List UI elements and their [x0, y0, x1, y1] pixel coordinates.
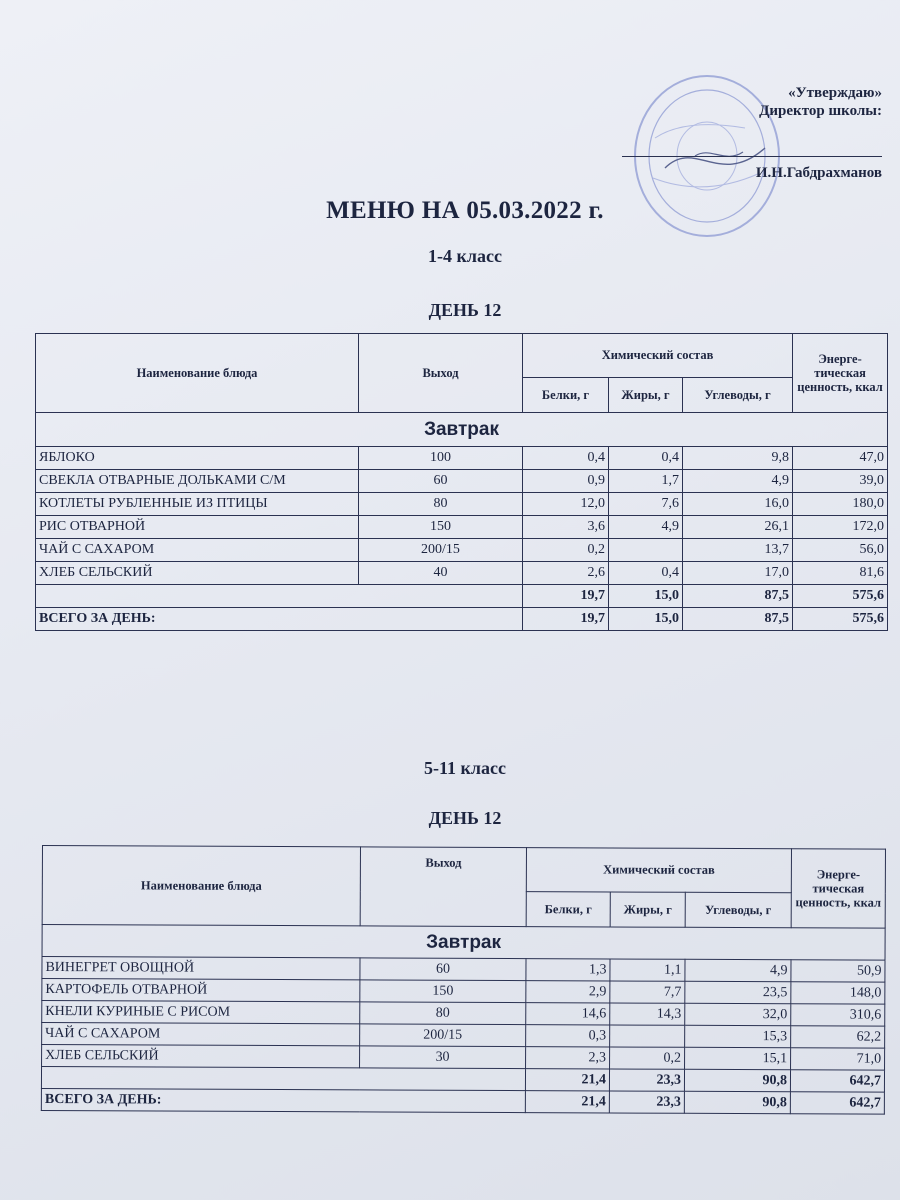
- total-carbs: 87,5: [683, 608, 793, 631]
- dish-output: 80: [359, 493, 523, 516]
- header-chem: Химический состав: [523, 334, 793, 378]
- dish-protein: 2,6: [523, 562, 609, 585]
- subtotal-carbs: 90,8: [684, 1069, 790, 1091]
- header-energy: Энерге-тическая ценность, ккал: [791, 849, 885, 928]
- header-protein: Белки, г: [526, 892, 610, 927]
- dish-energy: 62,2: [791, 1026, 885, 1048]
- grade-label-1: 1-4 класс: [428, 246, 502, 266]
- dish-fat: [610, 1025, 685, 1047]
- dish-name: ЧАЙ С САХАРОМ: [36, 539, 359, 562]
- header-carbs: Углеводы, г: [683, 378, 793, 413]
- header-output: Выход: [359, 334, 523, 413]
- dish-name: СВЕКЛА ОТВАРНЫЕ ДОЛЬКАМИ С/М: [36, 470, 359, 493]
- dish-carbs: 32,0: [685, 1003, 791, 1025]
- meal-label: Завтрак: [36, 413, 888, 447]
- dish-protein: 3,6: [523, 516, 609, 539]
- total-row: [41, 1088, 884, 1114]
- subtotal-fat: 23,3: [609, 1069, 684, 1091]
- dish-output: 100: [359, 447, 523, 470]
- header-energy: Энерге-тическая ценность, ккал: [793, 334, 888, 413]
- total-protein: 19,7: [523, 608, 609, 631]
- dish-energy: 47,0: [793, 447, 888, 470]
- dish-fat: 0,2: [610, 1047, 685, 1069]
- dish-energy: 180,0: [793, 493, 888, 516]
- total-energy: 575,6: [793, 608, 888, 631]
- approval-block: [622, 84, 882, 182]
- table-row: [36, 562, 888, 585]
- dish-energy: 71,0: [791, 1048, 885, 1070]
- dish-fat: 7,6: [609, 493, 683, 516]
- dish-carbs: 13,7: [683, 539, 793, 562]
- subtotal-carbs: 87,5: [683, 585, 793, 608]
- dish-output: 150: [360, 980, 526, 1003]
- dish-carbs: 4,9: [683, 470, 793, 493]
- dish-protein: 0,9: [523, 470, 609, 493]
- dish-carbs: 16,0: [683, 493, 793, 516]
- table-row: [36, 493, 888, 516]
- dish-energy: 81,6: [793, 562, 888, 585]
- dish-fat: 1,1: [610, 959, 685, 981]
- dish-carbs: 15,1: [685, 1047, 791, 1069]
- dish-output: 40: [359, 562, 523, 585]
- header-chem: Химический состав: [526, 848, 791, 893]
- director-label: Директор школы:: [759, 103, 882, 119]
- table-row: [36, 516, 888, 539]
- dish-carbs: 15,3: [685, 1025, 791, 1047]
- total-fat: 15,0: [609, 608, 683, 631]
- header-dish: Наименование блюда: [42, 846, 360, 926]
- header-output: Выход: [360, 847, 526, 927]
- dish-output: 200/15: [359, 539, 523, 562]
- dish-energy: 172,0: [793, 516, 888, 539]
- menu-title: МЕНЮ НА 05.03.2022 г.: [326, 197, 604, 224]
- dish-fat: 0,4: [609, 562, 683, 585]
- dish-protein: 12,0: [523, 493, 609, 516]
- dish-fat: 7,7: [610, 981, 685, 1003]
- dish-output: 60: [359, 470, 523, 493]
- dish-carbs: 4,9: [685, 959, 791, 981]
- dish-name: КНЕЛИ КУРИНЫЕ С РИСОМ: [42, 1001, 360, 1024]
- dish-energy: 39,0: [793, 470, 888, 493]
- dish-output: 60: [360, 958, 526, 981]
- dish-protein: 0,4: [523, 447, 609, 470]
- dish-name: ВИНЕГРЕТ ОВОЩНОЙ: [42, 957, 360, 980]
- dish-output: 30: [360, 1046, 526, 1069]
- dish-carbs: 23,5: [685, 981, 791, 1003]
- dish-carbs: 26,1: [683, 516, 793, 539]
- subtotal-protein: 19,7: [523, 585, 609, 608]
- total-row: [36, 608, 888, 631]
- dish-name: КОТЛЕТЫ РУБЛЕННЫЕ ИЗ ПТИЦЫ: [36, 493, 359, 516]
- grade-label-2: 5-11 класс: [424, 758, 506, 778]
- dish-energy: 50,9: [791, 960, 885, 982]
- meal-label: Завтрак: [42, 925, 885, 961]
- total-carbs: 90,8: [684, 1091, 790, 1113]
- day-label-1: ДЕНЬ 12: [428, 300, 502, 320]
- subtotal-row: [36, 585, 888, 608]
- day-label-2: ДЕНЬ 12: [428, 808, 502, 828]
- dish-fat: 4,9: [609, 516, 683, 539]
- dish-carbs: 17,0: [683, 562, 793, 585]
- signature-line: [622, 156, 882, 157]
- menu-table-2: [41, 845, 886, 1115]
- dish-fat: 0,4: [609, 447, 683, 470]
- director-name: И.Н.Габдрахманов: [755, 165, 882, 181]
- dish-protein: 14,6: [526, 1003, 610, 1025]
- dish-protein: 0,2: [523, 539, 609, 562]
- dish-energy: 56,0: [793, 539, 888, 562]
- table-row: [36, 447, 888, 470]
- header-fat: Жиры, г: [610, 892, 685, 927]
- header-fat: Жиры, г: [609, 378, 683, 413]
- dish-protein: 2,9: [526, 981, 610, 1003]
- header-dish: Наименование блюда: [36, 334, 359, 413]
- approval-label: «Утверждаю»: [788, 85, 882, 101]
- dish-output: 200/15: [360, 1024, 526, 1047]
- dish-protein: 1,3: [526, 959, 610, 981]
- dish-fat: 1,7: [609, 470, 683, 493]
- dish-output: 150: [359, 516, 523, 539]
- subtotal-protein: 21,4: [525, 1069, 609, 1091]
- total-label: ВСЕГО ЗА ДЕНЬ:: [41, 1088, 525, 1112]
- dish-carbs: 9,8: [683, 447, 793, 470]
- table-row: [36, 539, 888, 562]
- subtotal-fat: 15,0: [609, 585, 683, 608]
- dish-fat: 14,3: [610, 1003, 685, 1025]
- dish-name: ЧАЙ С САХАРОМ: [42, 1023, 360, 1046]
- menu-table-1: [35, 333, 888, 631]
- dish-name: ХЛЕБ СЕЛЬСКИЙ: [36, 562, 359, 585]
- dish-energy: 310,6: [791, 1004, 885, 1026]
- subtotal-energy: 575,6: [793, 585, 888, 608]
- dish-name: ХЛЕБ СЕЛЬСКИЙ: [42, 1045, 360, 1068]
- dish-output: 80: [360, 1002, 526, 1025]
- dish-energy: 148,0: [791, 982, 885, 1004]
- total-label: ВСЕГО ЗА ДЕНЬ:: [36, 608, 523, 631]
- total-energy: 642,7: [790, 1092, 884, 1114]
- dish-name: РИС ОТВАРНОЙ: [36, 516, 359, 539]
- total-protein: 21,4: [525, 1091, 609, 1113]
- dish-protein: 0,3: [526, 1025, 610, 1047]
- dish-name: КАРТОФЕЛЬ ОТВАРНОЙ: [42, 979, 360, 1002]
- total-fat: 23,3: [609, 1091, 684, 1113]
- table-row: [36, 470, 888, 493]
- dish-name: ЯБЛОКО: [36, 447, 359, 470]
- subtotal-energy: 642,7: [790, 1070, 884, 1092]
- header-protein: Белки, г: [523, 378, 609, 413]
- dish-protein: 2,3: [526, 1047, 610, 1069]
- header-carbs: Углеводы, г: [685, 892, 791, 927]
- dish-fat: [609, 539, 683, 562]
